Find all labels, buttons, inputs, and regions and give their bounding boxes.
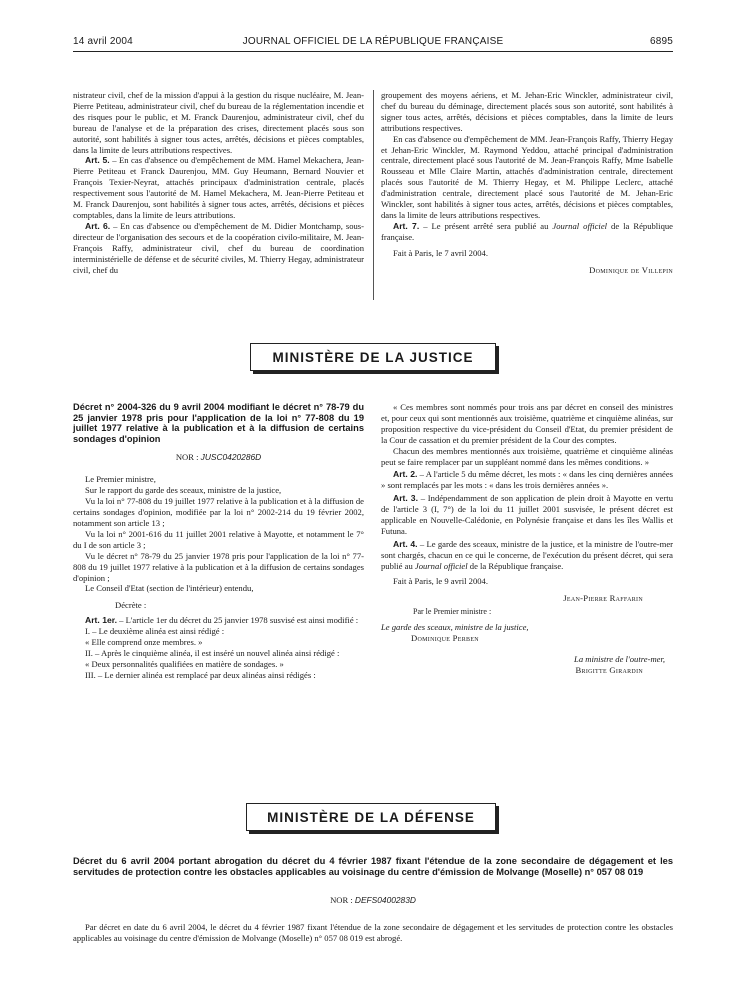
- article-2-label: Art. 2.: [393, 469, 418, 480]
- decret-2-title: Décret du 6 avril 2004 portant abrogation du décret du 4 février 1987 fixant l'étendue de la zone secondaire de dégagement et les servitudes de protection contre les obstacles applicables au voisinage du centre d'émission de Molvange (Moselle) n° 057 08 019: [73, 856, 673, 877]
- paragraph: En cas d'absence ou d'empêchement de MM. Jean-François Raffy, Thierry Hegay et Jehan-Eric Winckler, M. Raymond Yeddou, attaché principal d'administration centrale, directement placé sous l'autorité de M. Jean-François Raffy, Mme Isabelle Rousseau et Mlle Claire Martin, attachés d'administration centrale, directement placés sous l'autorité de M. Thierry Hegay, et M. Philippe Leclerc, attaché d'administration centrale, directement placé sous l'autorité de M. Jehan-Eric Winckler, sont habilités à signer tous actes, arrêtés, décisions et pièces comptables, dans la limite de leurs attributions respectives.: [381, 133, 673, 220]
- signature: Dominique de Villepin: [589, 264, 673, 275]
- par-le-premier-ministre: Par le Premier ministre :: [413, 607, 492, 617]
- decret-1-right-column: [381, 402, 673, 676]
- ministre-outre-mer-title: La ministre de l'outre-mer,: [574, 654, 665, 665]
- nor-reference: NOR : DEFS0400283D: [330, 895, 416, 905]
- article-6-text: – En cas d'absence ou d'empêchement de M. Didier Montchamp, sous-directeur de l'organisation des secours et de la coopération civilo-militaire, M. Jean-François Raffy, administrateur civil, chef du bureau de coordination interministérielle de défense et de sécurité civiles, M. Thierry Hegay, administrateur civil, chef du: [73, 220, 365, 275]
- quoted-text: « Deux personnalités qualifiées en matière de sondages. »: [85, 658, 284, 669]
- top-right-column: [381, 90, 673, 276]
- fait-a-paris: Fait à Paris, le 7 avril 2004.: [393, 247, 488, 258]
- visa-line: Le Conseil d'Etat (section de l'intérieur) entendu,: [85, 583, 254, 594]
- article-5-text: – En cas d'absence ou d'empêchement de MM. Hamel Mekachera, Jean-Pierre Petiteau et Franck Daurenjou, MM. Guy Heumann, Bernard Nouvier et François Texier-Neyrat, attachés principaux d'administration centrale, placés respectivement sous l'autorité de M. Hamel Mekachera, M. Jean-Pierre Petiteau et M. Franck Daurenjou, sont habilités à signer tous actes, arrêtés, décisions et pièces comptables, dans la limite de leurs attributions.: [73, 155, 365, 220]
- signature-ministre-outre-mer: Brigitte Girardin: [575, 665, 643, 676]
- visa-line: Le Premier ministre,: [85, 474, 156, 485]
- visa-line: Vu la loi n° 77-808 du 19 juillet 1977 relative à la publication et à la diffusion de certains sondages d'opinion, modifiée par la loi n° 2002-214 du 19 février 2002, notamment son article 13 ;: [73, 496, 364, 528]
- journal-officiel-ref: Journal officiel: [414, 560, 468, 571]
- header-date: 14 avril 2004: [73, 36, 133, 47]
- visa-line: Vu le décret n° 78-79 du 25 janvier 1978 pris pour l'application de la loi n° 77-808 du 19 juillet 1977 relative à la publication et à la diffusion de certains sondages d'opinion ;: [73, 550, 364, 583]
- signature-premier-ministre: Jean-Pierre Raffarin: [563, 592, 643, 603]
- article-1-item: II. – Après le cinquième alinéa, il est inséré un nouvel alinéa ainsi rédigé :: [85, 647, 340, 658]
- decret-body: [73, 474, 364, 680]
- quoted-text: « Ces membres sont nommés pour trois ans par décret en conseil des ministres et, pour ceux qui sont mentionnés aux troisième, quatrième et cinquième alinéas, sur proposition respective du vice-président du Conseil d'Etat, du premier président de la Cour de cassation et du premier président de la Cour des comptes.: [381, 402, 673, 445]
- article-1-item: I. – Le deuxième alinéa est ainsi rédigé :: [85, 626, 225, 637]
- section-heading-justice: MINISTÈRE DE LA JUSTICE: [250, 343, 496, 371]
- article-6: [73, 221, 364, 276]
- decrete: Décrète :: [115, 600, 147, 611]
- decret-1-left-column: [73, 402, 364, 681]
- header-page-number: 6895: [649, 36, 673, 47]
- signature-garde-des-sceaux: Dominique Perben: [411, 633, 479, 644]
- decret-2-body: Par décret en date du 6 avril 2004, le décret du 4 février 1987 fixant l'étendue de la zone secondaire de dégagement et les servitudes de protection contre les obstacles applicables au voisinage du centre d'émission de Molvange (Moselle) n° 057 08 019 est abrogé.: [73, 922, 673, 943]
- top-left-column: [73, 90, 364, 275]
- quoted-text: Chacun des membres mentionnés aux troisième, quatrième et cinquième alinéas peut se faire remplacer par un suppléant nommé dans les mêmes conditions. »: [381, 445, 673, 467]
- article-7-label: Art. 7.: [393, 220, 420, 231]
- section-heading-defense: MINISTÈRE DE LA DÉFENSE: [246, 803, 496, 831]
- article-6-label: Art. 6.: [85, 220, 111, 231]
- quoted-text: « Elle comprend onze membres. »: [85, 637, 203, 648]
- continued-paragraph: nistrateur civil, chef de la mission d'appui à la gestion du risque nucléaire, M. Jean-Pierre Petiteau, administrateur civil, chef du bureau de la réglementation incendie et des risques pour le public, et M. Franck Daurenjou, administrateur civil, chef du bureau de l'analyse et de la préparation des crises, directement placés sous son autorité, sont habilités à signer tous actes, arrêtés, décisions et pièces comptables, dans la limite de leurs attributions respectives.: [73, 90, 364, 155]
- journal-officiel-ref: Journal officiel: [552, 220, 608, 231]
- column-separator: [373, 90, 374, 300]
- continued-paragraph: groupement des moyens aériens, et M. Jehan-Eric Winckler, administrateur civil, chef du bureau du déminage, directement placés sous son autorité, sont habilités à signer tous actes, arrêtés, décisions et pièces comptables, dans la limite de leurs attributions respectives.: [381, 90, 673, 133]
- garde-des-sceaux-title: Le garde des sceaux, ministre de la justice,: [381, 622, 529, 633]
- article-1-label: Art. 1er.: [85, 615, 118, 626]
- header-rule: [73, 51, 673, 52]
- decret-title: Décret n° 2004-326 du 9 avril 2004 modifiant le décret n° 78-79 du 25 janvier 1978 pris pour l'application de la loi n° 77-808 du 19 juillet 1977 relative à la publication et à la diffusion de certains sondages d'opinion: [73, 402, 364, 444]
- article-4-label: Art. 4.: [393, 538, 418, 549]
- nor-reference: NOR : JUSC0420286D: [175, 452, 262, 463]
- article-5: [73, 155, 364, 220]
- article-3: Art. 3. – Indépendamment de son application de plein droit à Mayotte en vertu de l'article 3 (I, 7°) de la loi du 11 juillet 2001 susvisée, le présent décret est applicable en Nouvelle-Calédonie, en Polynésie française et dans les îles Wallis et Futuna.: [381, 493, 673, 536]
- article-7: Art. 7. – Le présent arrêté sera publié au Journal officiel de la République française.: [381, 220, 673, 242]
- article-5-label: Art. 5.: [85, 155, 110, 166]
- article-1: Art. 1er. – L'article 1er du décret du 25 janvier 1978 susvisé est ainsi modifié :: [85, 615, 359, 626]
- article-4: Art. 4. – Le garde des sceaux, ministre de la justice, et la ministre de l'outre-mer sont chargés, chacun en ce qui le concerne, de l'exécution du présent décret, qui sera publié au Journal officiel de la République française.: [381, 538, 673, 571]
- nor-code: JUSC0420286D: [200, 452, 262, 463]
- article-1-item: III. – Le dernier alinéa est remplacé par deux alinéas ainsi rédigés :: [85, 669, 316, 680]
- visa-line: Sur le rapport du garde des sceaux, ministre de la justice,: [85, 485, 282, 496]
- nor-code: DEFS0400283D: [354, 895, 416, 905]
- fait-a-paris: Fait à Paris, le 9 avril 2004.: [393, 575, 488, 586]
- article-3-label: Art. 3.: [393, 493, 418, 504]
- visa-line: Vu la loi n° 2001-616 du 11 juillet 2001 relative à Mayotte, et notamment le 7° du I de son article 3 ;: [73, 528, 364, 550]
- header-journal-title: JOURNAL OFFICIEL DE LA RÉPUBLIQUE FRANÇAISE: [242, 36, 504, 47]
- article-2: Art. 2. – A l'article 5 du même décret, les mots : « dans les cinq dernières années » sont remplacés par les mots : « dans les trois dernières années ».: [381, 469, 673, 491]
